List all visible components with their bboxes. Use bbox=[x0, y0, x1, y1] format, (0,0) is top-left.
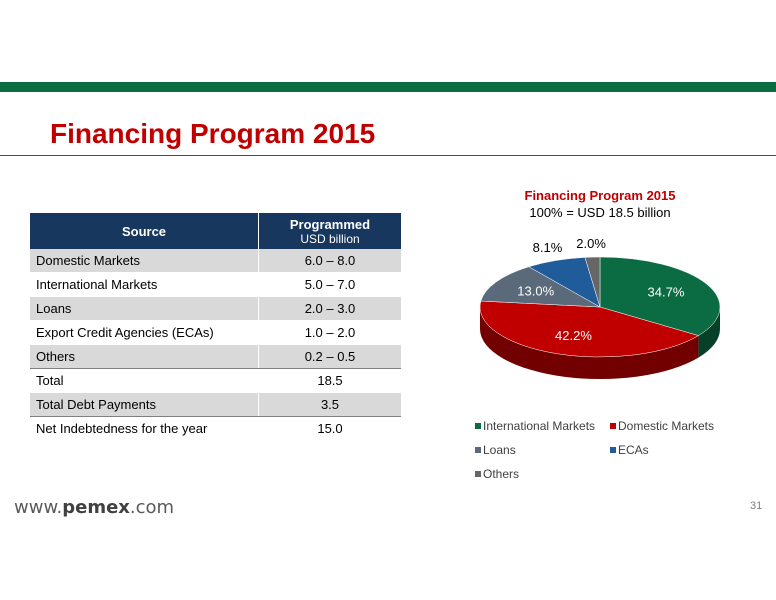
legend-item bbox=[475, 419, 595, 433]
row-value: 1.0 – 2.0 bbox=[259, 321, 402, 345]
legend-swatch bbox=[610, 447, 616, 453]
row-value: 5.0 – 7.0 bbox=[259, 273, 402, 297]
legend-label: Others bbox=[483, 467, 520, 481]
legend-item bbox=[610, 443, 649, 457]
legend-swatch bbox=[475, 471, 481, 477]
page-number: 31 bbox=[750, 500, 763, 512]
url-suffix: .com bbox=[129, 497, 175, 518]
header-programmed bbox=[259, 213, 402, 249]
website-url bbox=[14, 497, 174, 518]
table-row bbox=[30, 345, 401, 369]
header-units: USD billion bbox=[300, 231, 360, 246]
table-row bbox=[30, 369, 401, 393]
pie-data-label: 2.0% bbox=[576, 236, 606, 252]
table-row bbox=[30, 417, 401, 441]
legend-swatch bbox=[610, 423, 616, 429]
header-programmed-label: Programmed bbox=[289, 216, 371, 232]
legend-label: ECAs bbox=[618, 443, 649, 457]
financing-table bbox=[30, 213, 401, 441]
row-value: 15.0 bbox=[259, 417, 402, 441]
url-brand: pemex bbox=[62, 497, 130, 518]
row-value: 18.5 bbox=[259, 369, 402, 393]
legend-swatch bbox=[475, 423, 481, 429]
table-row bbox=[30, 249, 401, 273]
header-source: Source bbox=[30, 213, 259, 249]
row-source: Total Debt Payments bbox=[30, 393, 259, 417]
row-source: Others bbox=[30, 345, 259, 369]
top-accent-bar bbox=[0, 82, 776, 92]
row-source: Domestic Markets bbox=[30, 249, 259, 273]
table-row bbox=[30, 321, 401, 345]
slide-title: Financing Program 2015 bbox=[50, 118, 376, 149]
pie-data-label: 8.1% bbox=[532, 240, 563, 256]
legend-item bbox=[475, 467, 519, 481]
row-source: International Markets bbox=[30, 273, 259, 297]
row-source: Loans bbox=[30, 297, 259, 321]
row-value: 0.2 – 0.5 bbox=[259, 345, 402, 369]
chart-subtitle: 100% = USD 18.5 billion bbox=[529, 205, 671, 220]
table-row bbox=[30, 393, 401, 417]
title-underline bbox=[0, 155, 776, 156]
row-value: 2.0 – 3.0 bbox=[259, 297, 402, 321]
row-source: Export Credit Agencies (ECAs) bbox=[30, 321, 259, 345]
legend-label: International Markets bbox=[483, 419, 596, 433]
pie-data-label: 34.7% bbox=[647, 284, 685, 300]
pie-data-label: 42.2% bbox=[555, 327, 592, 343]
table-row bbox=[30, 297, 401, 321]
legend-label: Loans bbox=[483, 443, 516, 457]
chart-title: Financing Program 2015 bbox=[524, 188, 676, 203]
legend-item bbox=[475, 443, 516, 457]
legend-label: Domestic Markets bbox=[618, 419, 715, 433]
row-source: Total bbox=[30, 369, 259, 393]
pie-data-label: 13.0% bbox=[517, 283, 555, 299]
url-prefix: www. bbox=[14, 497, 63, 518]
table-row bbox=[30, 273, 401, 297]
legend-swatch bbox=[475, 447, 481, 453]
pie-chart bbox=[470, 235, 730, 410]
legend-item bbox=[610, 419, 714, 433]
row-source: Net Indebtedness for the year bbox=[30, 417, 259, 441]
table-header-row bbox=[30, 213, 401, 249]
row-value: 6.0 – 8.0 bbox=[259, 249, 402, 273]
row-value: 3.5 bbox=[259, 393, 402, 417]
